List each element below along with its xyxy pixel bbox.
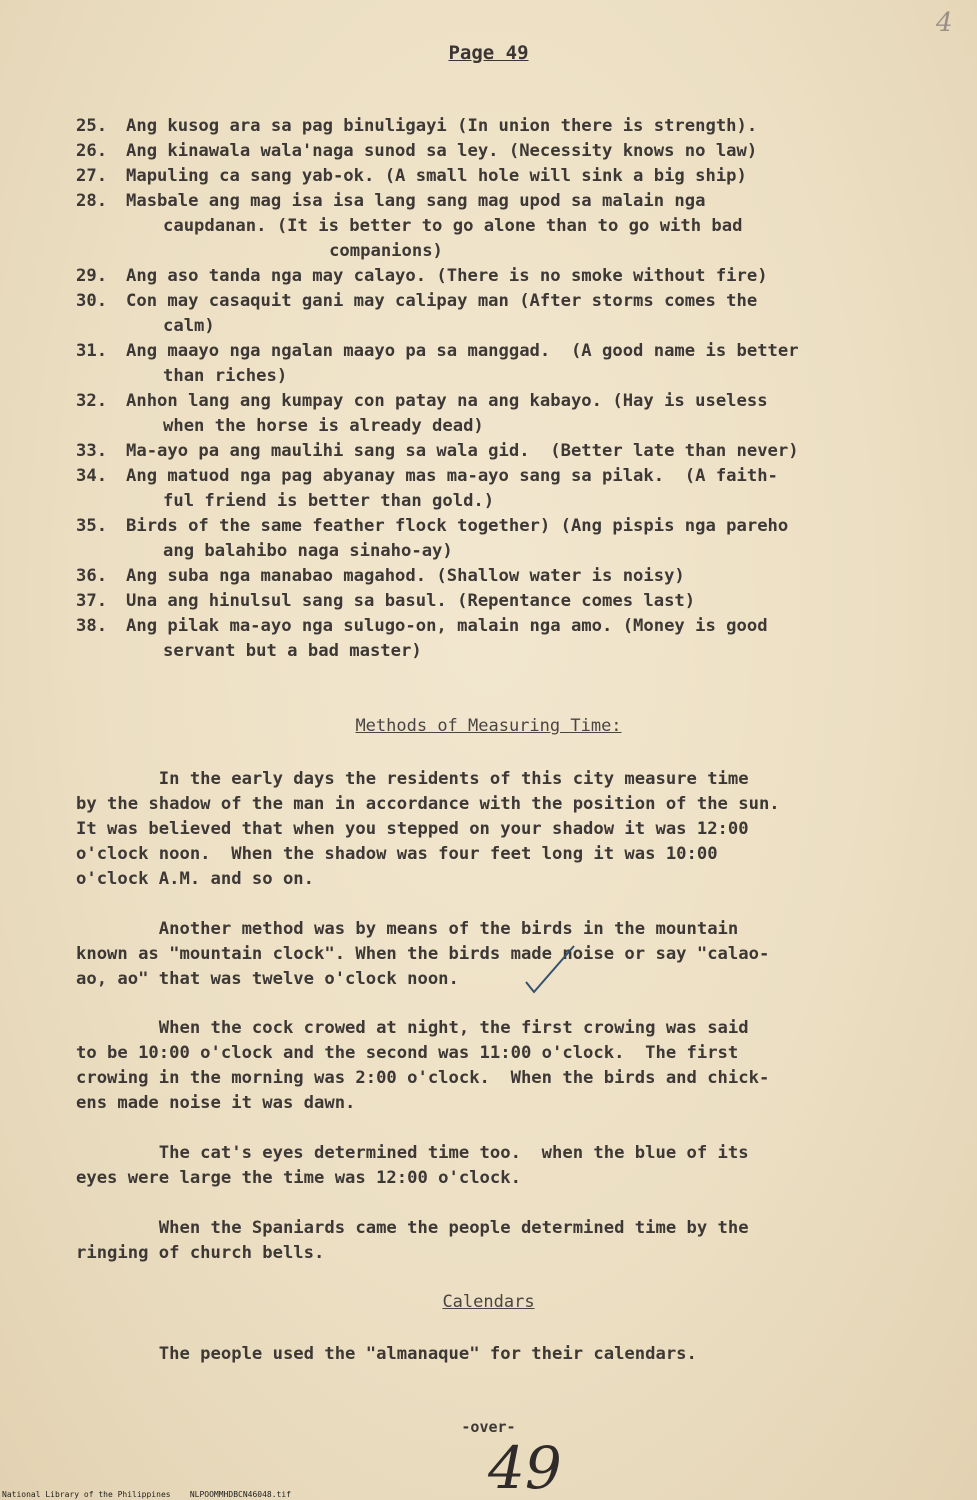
proverb-list xyxy=(76,114,956,664)
proverb-text: Ang kinawala wala'naga sunod sa ley. (Necessity knows no law) xyxy=(126,141,758,161)
checkmark-annotation xyxy=(520,940,580,1000)
proverb-number: 36. xyxy=(76,566,108,586)
paragraph-cock-method xyxy=(76,1016,926,1116)
proverb-number: 26. xyxy=(76,141,108,161)
archive-footer xyxy=(2,1490,291,1499)
proverb-number: 32. xyxy=(76,391,108,411)
proverb-text: Ang matuod nga pag abyanay mas ma-ayo sang sa pilak. (A faith- xyxy=(126,466,778,486)
proverb-text: Ang aso tanda nga may calayo. (There is no smoke without fire) xyxy=(126,266,768,286)
proverb-number: 30. xyxy=(76,291,108,311)
proverb-item xyxy=(76,614,956,664)
proverb-continuation: companions) xyxy=(329,241,443,261)
proverb-number: 38. xyxy=(76,616,108,636)
proverb-item xyxy=(76,289,956,339)
paragraph-line: by the shadow of the man in accordance with the position of the sun. xyxy=(76,794,780,814)
proverb-text: Ma-ayo pa ang maulihi sang sa wala gid. (Better late than never) xyxy=(126,441,799,461)
proverb-item xyxy=(76,514,956,564)
proverb-continuation: ang balahibo naga sinaho-ay) xyxy=(163,541,453,561)
proverb-number: 35. xyxy=(76,516,108,536)
calendars-heading: Calendars xyxy=(442,1292,535,1312)
measuring-time-heading: Methods of Measuring Time: xyxy=(355,716,622,736)
proverb-text: Birds of the same feather flock together) (Ang pispis nga pareho xyxy=(126,516,789,536)
paragraph-line: o'clock A.M. and so on. xyxy=(76,869,314,889)
paragraph-line: Another method was by means of the birds in the mountain xyxy=(76,919,739,939)
paragraph-line: When the cock crowed at night, the first crowing was said xyxy=(76,1018,749,1038)
proverb-text: Una ang hinulsul sang sa basul. (Repentance comes last) xyxy=(126,591,696,611)
proverb-text: Ang maayo nga ngalan maayo pa sa manggad. (A good name is better xyxy=(126,341,799,361)
proverb-continuation: caupdanan. (It is better to go alone than to go with bad xyxy=(163,216,743,236)
proverb-continuation: than riches) xyxy=(163,366,288,386)
paragraph-line: ringing of church bells. xyxy=(76,1243,325,1263)
proverb-number: 29. xyxy=(76,266,108,286)
paragraph-line: When the Spaniards came the people determined time by the xyxy=(76,1218,749,1238)
proverb-number: 25. xyxy=(76,116,108,136)
over-label: -over- xyxy=(461,1418,516,1436)
svg-text:49: 49 xyxy=(488,1436,562,1496)
handwritten-page-number xyxy=(480,1436,590,1496)
paragraph-bird-method xyxy=(76,917,926,992)
paragraph-calendars xyxy=(76,1342,926,1367)
proverb-item xyxy=(76,164,956,189)
proverb-number: 31. xyxy=(76,341,108,361)
proverb-item xyxy=(76,389,956,439)
page-title: Page 49 xyxy=(448,42,529,64)
proverb-continuation: when the horse is already dead) xyxy=(163,416,484,436)
corner-page-mark: 4 xyxy=(936,8,953,38)
paragraph-line: to be 10:00 o'clock and the second was 11:00 o'clock. The first xyxy=(76,1043,739,1063)
proverb-item xyxy=(76,189,956,264)
proverb-number: 28. xyxy=(76,191,108,211)
proverb-item xyxy=(76,589,956,614)
proverb-item xyxy=(76,114,956,139)
proverb-number: 27. xyxy=(76,166,108,186)
paragraph-line: The people used the "almanaque" for their calendars. xyxy=(76,1344,697,1364)
proverb-item xyxy=(76,139,956,164)
proverb-text: Masbale ang mag isa isa lang sang mag upod sa malain nga xyxy=(126,191,706,211)
paragraph-line: o'clock noon. When the shadow was four feet long it was 10:00 xyxy=(76,844,718,864)
proverb-item xyxy=(76,339,956,389)
proverb-continuation: calm) xyxy=(163,316,215,336)
proverb-item xyxy=(76,264,956,289)
paragraph-line: known as "mountain clock". When the birds made noise or say "calao- xyxy=(76,944,770,964)
paragraph-church-bells xyxy=(76,1216,926,1266)
paragraph-line: It was believed that when you stepped on your shadow it was 12:00 xyxy=(76,819,749,839)
proverb-continuation: servant but a bad master) xyxy=(163,641,422,661)
proverb-text: Ang pilak ma-ayo nga sulugo-on, malain nga amo. (Money is good xyxy=(126,616,768,636)
footer-library: National Library of the Philippines xyxy=(2,1490,171,1499)
proverb-text: Mapuling ca sang yab-ok. (A small hole will sink a big ship) xyxy=(126,166,747,186)
proverb-text: Anhon lang ang kumpay con patay na ang kabayo. (Hay is useless xyxy=(126,391,768,411)
proverb-number: 33. xyxy=(76,441,108,461)
paragraph-line: ens made noise it was dawn. xyxy=(76,1093,356,1113)
paragraph-cat-method xyxy=(76,1141,926,1191)
paragraph-shadow-method xyxy=(76,767,926,892)
paragraph-line: In the early days the residents of this city measure time xyxy=(76,769,749,789)
proverb-item xyxy=(76,464,956,514)
proverb-text: Con may casaquit gani may calipay man (After storms comes the xyxy=(126,291,758,311)
paragraph-line: eyes were large the time was 12:00 o'clock. xyxy=(76,1168,521,1188)
paragraph-line: crowing in the morning was 2:00 o'clock. When the birds and chick- xyxy=(76,1068,770,1088)
proverb-number: 37. xyxy=(76,591,108,611)
footer-file: NLPOOMMHDBCN46048.tif xyxy=(189,1490,291,1499)
proverb-text: Ang suba nga manabao magahod. (Shallow water is noisy) xyxy=(126,566,685,586)
proverb-number: 34. xyxy=(76,466,108,486)
proverb-continuation: ful friend is better than gold.) xyxy=(163,491,495,511)
proverb-text: Ang kusog ara sa pag binuligayi (In union there is strength). xyxy=(126,116,758,136)
paragraph-line: ao, ao" that was twelve o'clock noon. xyxy=(76,969,459,989)
proverb-item xyxy=(76,564,956,589)
proverb-item xyxy=(76,439,956,464)
paragraph-line: The cat's eyes determined time too. when the blue of its xyxy=(76,1143,749,1163)
